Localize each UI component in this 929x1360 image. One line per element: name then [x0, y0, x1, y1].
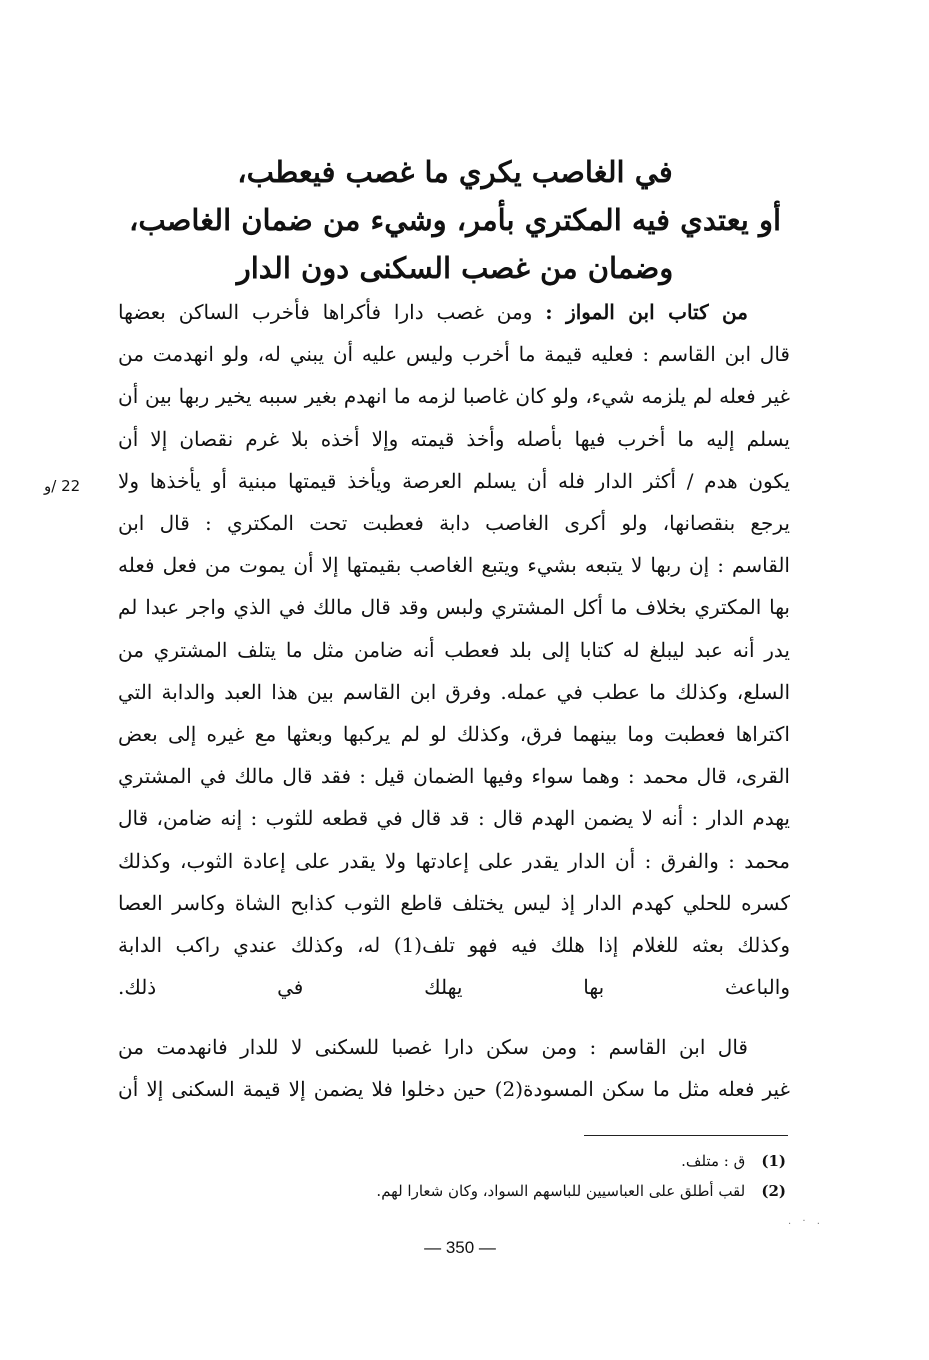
paragraph-line: القاسم : إن ربها لا يتبعه بشيء ويتبع الغاصب بقيمتها إلا أن يموت من فعل فعله [118, 553, 790, 578]
footnote-number: (2) [761, 1182, 786, 1200]
footnotes [300, 1146, 786, 1206]
footnote-number: (1) [761, 1152, 786, 1170]
paragraph-line: السلع، وكذلك ما عطب في عمله. وفرق ابن القاسم بين هذا العبد والدابة التي [118, 679, 790, 704]
paragraph-line: القرى، قال محمد : وهما سواء وفيها الضمان قيل : فقد قال مالك في المشتري [118, 764, 790, 789]
paragraph-line: وكذلك بعثه للغلام إذا هلك فيه فهو تلف(1) له، وكذلك عندي راكب الدابة [118, 933, 790, 958]
footnote-item [300, 1176, 786, 1206]
paragraph-line: يهدم الدار : أنه لا يضمن الهدم قال : قد قال في قطعه للثوب : إنه ضامن، قال [118, 806, 790, 831]
paragraph-line: يدر أنه عبد ليبلغ له كتابا إلى بلد فعطب أنه ضامن مثل ما يتلف المشتري من [118, 637, 790, 662]
paragraph-line: والباعث بها يهلك في ذلك. [118, 975, 790, 1000]
paragraph-line: يسلم إليه ما أخرب فيها بأصله وأخذ قيمته وإلا أخذه بلا غرم نقصان إلا أن [118, 426, 790, 451]
footnote-divider [584, 1135, 788, 1136]
paragraph-line: غير فعله لم يلزمه شيء، ولو كان غاصبا لزمه ما انهدم بغير سببه يخير ربها بين أن [118, 384, 790, 409]
heading-line-2: أو يعتدي فيه المكتري بأمر، وشيء من ضمان الغاصب، [128, 203, 782, 237]
paragraph-line: اكتراها فعطبت وما بينهما فرق، وكذلك لو لم يركبها وبعثها مع غيره إلى بعض [118, 722, 790, 747]
paragraph-1 [118, 291, 790, 1008]
paragraph-line: بها المكتري بخلاف ما أكل المشتري ولبس وقد قال مالك في الذي واجر عبدا لم [118, 595, 790, 620]
footnote-text: ق : متلف. [681, 1152, 746, 1170]
paragraph-line-text: ومن غصب دارا فأكراها فأخرب الساكن بعضها [118, 300, 533, 324]
paragraph-line: قال ابن القاسم : ومن سكن دارا غصبا للسكنى لا للدار فانهدمت من [118, 1035, 748, 1059]
heading-line-1: في الغاصب يكري ما غصب فيعطب، [237, 155, 673, 189]
margin-folio-note: 22 /و [44, 477, 81, 495]
paragraph-line: غير فعله مثل ما سكن المسودة(2) حين دخلوا فلا يضمن إلا قيمة السكنى إلا أن [118, 1077, 790, 1102]
paragraph-2 [118, 1026, 790, 1110]
page-number: — 350 — [424, 1238, 496, 1257]
paragraph-line: يرجع بنقصانها، ولو أكرى الغاصب دابة فعطبت تحت المكتري : قال ابن [118, 511, 790, 536]
paragraph-line: كسره للحلي كهدم الدار إذ ليس يختلف قاطع الثوب كذابح الشاة وكاسر العصا [118, 890, 790, 915]
footnote-item [300, 1146, 786, 1176]
heading-line-3: وضمان من غصب السكنى دون الدار [236, 251, 674, 285]
source-lead: من كتاب ابن المواز : [545, 300, 748, 324]
footnote-text: لقب أطلق على العباسيين للباسهم السواد، وكان شعارا لهم. [376, 1182, 746, 1200]
paragraph-line: يكون هدم / أكثر الدار فله أن يسلم العرصة ويأخذ قيمتها مبنية أو يأخذها ولا [118, 468, 790, 493]
paragraph-line: قال ابن القاسم : فعليه قيمة ما أخرب وليس عليه أن يبني له، ولو انهدمت من [118, 342, 790, 367]
scan-specks-decoration: . · . [788, 1216, 824, 1227]
chapter-heading [120, 148, 790, 292]
paragraph-line [118, 291, 790, 333]
paragraph-line: محمد : والفرق : أن الدار يقدر على إعادتها ولا يقدر على إعادة الثوب، وكذلك [118, 848, 790, 873]
